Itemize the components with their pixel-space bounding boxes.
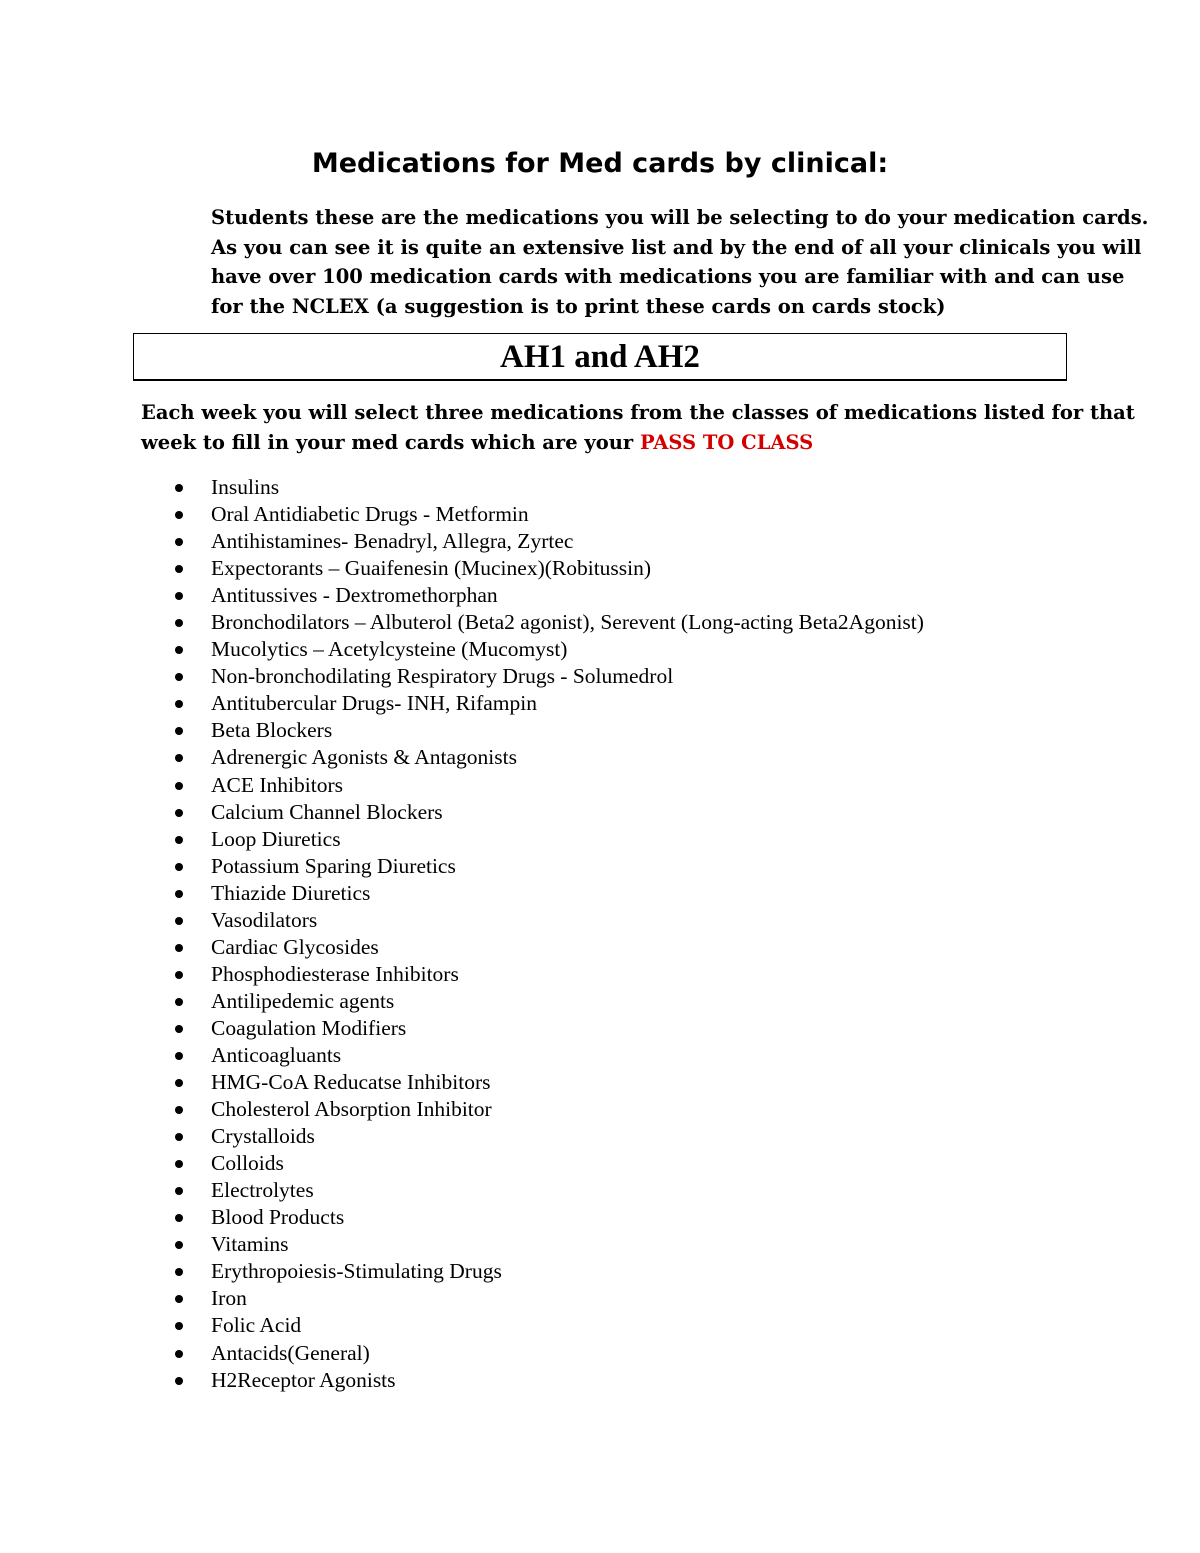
medication-label: Non-bronchodilating Respiratory Drugs - Solumedrol <box>211 664 674 689</box>
bullet-icon <box>175 1350 183 1358</box>
medication-label: Mucolytics – Acetylcysteine (Mucomyst) <box>211 637 568 662</box>
medication-label: Vitamins <box>211 1232 289 1257</box>
bullet-icon <box>175 1106 183 1114</box>
bullet-icon <box>175 538 183 546</box>
bullet-icon <box>175 700 183 708</box>
intro-line: have over 100 medication cards with medications you are familiar with and can use <box>211 265 1125 288</box>
medication-label: Antacids(General) <box>211 1340 370 1365</box>
pass-to-class-highlight: PASS TO CLASS <box>639 431 814 454</box>
bullet-icon <box>175 619 183 627</box>
medication-label: Colloids <box>211 1151 284 1176</box>
medication-label: Cholesterol Absorption Inhibitor <box>211 1097 492 1122</box>
medication-label: Expectorants – Guaifenesin (Mucinex)(Robitussin) <box>211 556 652 581</box>
bullet-icon <box>175 1160 183 1168</box>
bullet-icon <box>175 727 183 735</box>
bullet-icon <box>175 646 183 654</box>
bullet-icon <box>175 1377 183 1385</box>
bullet-icon <box>175 782 183 790</box>
bullet-icon <box>175 1187 183 1195</box>
medication-label: Antilipedemic agents <box>211 988 395 1013</box>
bullet-icon <box>175 484 183 492</box>
medication-label: Coagulation Modifiers <box>211 1015 407 1040</box>
medication-label: Insulins <box>211 475 280 499</box>
medication-label: Oral Antidiabetic Drugs - Metformin <box>211 502 529 527</box>
instructions-line <box>141 428 1071 458</box>
bullet-icon <box>175 673 183 681</box>
bullet-icon <box>175 565 183 573</box>
intro-paragraph <box>211 203 1149 321</box>
bullet-icon <box>175 1214 183 1222</box>
bullet-icon <box>175 1079 183 1087</box>
medication-label: Potassium Sparing Diuretics <box>211 853 456 878</box>
bullet-icon <box>175 890 183 898</box>
medication-label: Bronchodilators – Albuterol (Beta2 agonist), Serevent (Long-acting Beta2Agonist) <box>211 610 924 635</box>
section-heading: AH1 and AH2 <box>133 333 1067 381</box>
medication-label: Erythropoiesis-Stimulating Drugs <box>211 1259 502 1284</box>
bullet-icon <box>175 917 183 925</box>
medication-label: Calcium Channel Blockers <box>211 799 443 824</box>
instructions-paragraph <box>141 398 1135 458</box>
page-title: Medications for Med cards by clinical: <box>311 148 889 179</box>
intro-line: Students these are the medications you will be selecting to do your medication cards. <box>211 206 1149 229</box>
bullet-icon <box>175 1241 183 1249</box>
medication-label: Antihistamines- Benadryl, Allegra, Zyrtec <box>211 529 574 554</box>
medication-label: Crystalloids <box>211 1124 315 1149</box>
bullet-icon <box>175 1295 183 1303</box>
instructions-text: week to fill in your med cards which are your <box>141 431 640 454</box>
bullet-icon <box>175 836 183 844</box>
bullet-icon <box>175 863 183 871</box>
bullet-icon <box>175 809 183 817</box>
medication-label: Cardiac Glycosides <box>211 934 379 959</box>
medication-label: HMG-CoA Reducatse Inhibitors <box>211 1070 491 1095</box>
instructions-line: Each week you will select three medications from the classes of medications listed for that <box>141 401 1135 424</box>
medication-label: H2Receptor Agonists <box>211 1367 396 1392</box>
bullet-icon <box>175 754 183 762</box>
medication-label: Electrolytes <box>211 1178 314 1203</box>
bullet-icon <box>175 998 183 1006</box>
medication-label: Phosphodiesterase Inhibitors <box>211 961 459 986</box>
medication-label: Vasodilators <box>211 907 318 932</box>
bullet-icon <box>175 511 183 519</box>
medication-label: ACE Inhibitors <box>211 772 343 797</box>
bullet-icon <box>175 1268 183 1276</box>
bullet-icon <box>175 592 183 600</box>
medication-label: Antitubercular Drugs- INH, Rifampin <box>211 691 538 716</box>
medication-label: Iron <box>211 1286 247 1311</box>
intro-line: for the NCLEX (a suggestion is to print these cards on cards stock) <box>211 294 946 318</box>
medication-label: Adrenergic Agonists & Antagonists <box>211 745 517 770</box>
medication-label: Blood Products <box>211 1205 345 1230</box>
medication-label: Antitussives - Dextromethorphan <box>211 583 498 608</box>
medication-label: Anticoagluants <box>211 1042 342 1067</box>
medication-label: Thiazide Diuretics <box>211 880 371 905</box>
bullet-icon <box>175 944 183 952</box>
bullet-icon <box>175 1052 183 1060</box>
bullet-icon <box>175 1322 183 1330</box>
intro-line: As you can see it is quite an extensive list and by the end of all your clinicals you will <box>211 235 1142 259</box>
medication-label: Loop Diuretics <box>211 826 341 851</box>
bullet-icon <box>175 1133 183 1141</box>
bullet-icon <box>175 971 183 979</box>
medication-label: Beta Blockers <box>211 718 333 743</box>
bullet-icon <box>175 1025 183 1033</box>
medication-label: Folic Acid <box>211 1313 302 1338</box>
